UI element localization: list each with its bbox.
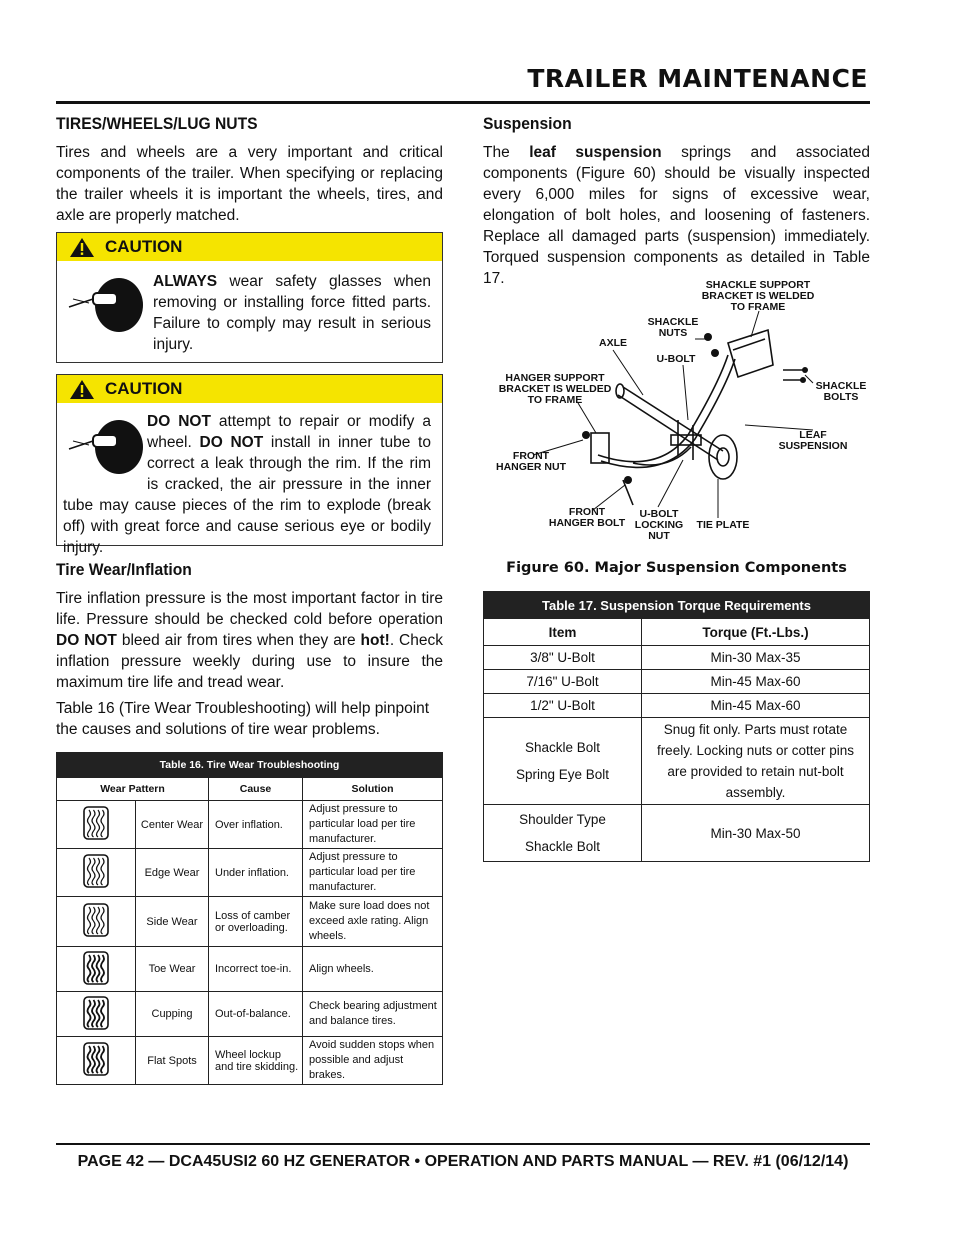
wear-cause: Incorrect toe-in. [209, 947, 303, 992]
caution-box-1 [56, 232, 443, 363]
caution-text-2 [57, 411, 442, 558]
tire-pattern-cell [57, 1037, 136, 1085]
suspension-paragraph [483, 142, 870, 289]
wear-pattern-label: Center Wear [136, 801, 209, 849]
table17-torque: Min-45 Max-60 [642, 694, 870, 718]
tire-tread-icon [81, 805, 111, 841]
tire-tread-icon [81, 950, 111, 986]
tire-pattern-cell [57, 992, 136, 1037]
wear-pattern-label: Cupping [136, 992, 209, 1037]
tire-pattern-cell [57, 947, 136, 992]
tire-pattern-cell [57, 801, 136, 849]
caution-body-2b: install in inner tube to correct a leak through the rim. If the rim is cracked, the air pressure in the inner tube may cause pieces of the rim to explode (break off) with great force and cause serious eye or bodily injury. [63, 434, 431, 556]
wear-cause: Over inflation. [209, 801, 303, 849]
caution-box-2 [56, 374, 443, 556]
tire-wear-table [56, 752, 443, 1085]
tire-tread-icon [81, 1041, 111, 1077]
table17-item: 1/2" U-Bolt [484, 694, 642, 718]
tirewear-heading: Tire Wear/Inflation [56, 560, 192, 579]
table16-header-pattern: Wear Pattern [57, 778, 209, 801]
tirewear-paragraph-1 [56, 588, 443, 693]
table-row [484, 646, 870, 670]
table17-item-line1: Shackle Bolt [524, 740, 601, 755]
table-row [484, 805, 870, 862]
table-row [57, 849, 443, 897]
safety-glasses-icon [67, 275, 145, 333]
caution-body-2a: attempt to repair or modify a wheel. [147, 413, 432, 451]
table-row [57, 801, 443, 849]
table-row [484, 694, 870, 718]
table17-torque: Min-45 Max-60 [642, 670, 870, 694]
wear-pattern-label: Toe Wear [136, 947, 209, 992]
tirewear-p1-e: . Check inflation pressure weekly during use to insure the maximum tire life and tread wear. [56, 632, 443, 691]
torque-table [483, 591, 870, 862]
tires-heading: TIRES/WHEELS/LUG NUTS [56, 114, 258, 133]
page-footer: PAGE 42 — DCA45USI2 60 HZ GENERATOR • OPERATION AND PARTS MANUAL — REV. #1 (06/12/14) [77, 1153, 849, 1170]
table-row [57, 992, 443, 1037]
tire-pattern-cell [57, 849, 136, 897]
table17-item-line2: Spring Eye Bolt [515, 767, 610, 782]
suspension-p-c: springs and associated components (Figure 60) should be visually inspected every 6,000 miles for signs of excessive wear, elongation of bolt holes, and loosening of fasteners. Replace all damaged parts (suspension) immediately. Torqued suspension components as detailed in Table 17. [483, 144, 870, 287]
wear-solution: Align wheels. [303, 947, 443, 992]
label-front-hanger-nut: FRONT HANGER NUT [496, 450, 566, 473]
table-row [57, 947, 443, 992]
caution-label-1: CAUTION [105, 237, 183, 256]
tirewear-p1-a: Tire inflation pressure is the most important factor in tire life. Pressure should be checked cold before operation [56, 590, 443, 628]
wear-solution: Adjust pressure to particular load per tire manufacturer. [303, 801, 443, 849]
label-tie-plate: TIE PLATE [696, 519, 750, 531]
table17-header-torque: Torque (Ft.-Lbs.) [642, 619, 870, 646]
suspension-p-b: leaf suspension [529, 144, 662, 161]
label-shackle-nuts: SHACKLE NUTS [647, 316, 699, 339]
wear-solution: Make sure load does not exceed axle rating. Align wheels. [303, 897, 443, 947]
label-shackle-support: SHACKLE SUPPORT BRACKET IS WELDED TO FRAME [701, 279, 815, 313]
label-ubolt: U-BOLT [656, 353, 696, 365]
table17-torque: Min-30 Max-50 [642, 805, 870, 862]
label-front-hanger-bolt: FRONT HANGER BOLT [548, 506, 626, 529]
table17-header-item: Item [484, 619, 642, 646]
wear-pattern-label: Flat Spots [136, 1037, 209, 1085]
caution-emph-1: ALWAYS [153, 273, 218, 290]
tirewear-p1-b: DO NOT [56, 632, 117, 649]
caution-emph-2b: DO NOT [199, 434, 264, 451]
table17-item: 7/16" U-Bolt [484, 670, 642, 694]
wear-cause: Wheel lockup and tire skidding. [209, 1037, 303, 1085]
table16-header-cause: Cause [209, 778, 303, 801]
tire-pattern-cell [57, 897, 136, 947]
label-ubolt-locking-nut: U-BOLT LOCKING NUT [634, 508, 684, 542]
table17-item-line1: Shoulder Type [519, 812, 606, 827]
header-rule [56, 101, 870, 104]
label-axle: AXLE [598, 337, 627, 349]
tires-paragraph: Tires and wheels are a very important and critical components of the trailer. When specifying or replacing the trailer wheels it is important the wheels, tires, and axle are properly matched. [56, 144, 443, 224]
wear-solution: Avoid sudden stops when possible and adjust brakes. [303, 1037, 443, 1085]
tire-tread-icon [81, 995, 111, 1031]
table16-header-solution: Solution [303, 778, 443, 801]
warning-triangle-icon [69, 379, 95, 400]
wear-cause: Under inflation. [209, 849, 303, 897]
table17-item-multi [484, 805, 642, 862]
tire-tread-icon [81, 902, 111, 938]
figure60-caption: Figure 60. Major Suspension Components [506, 560, 847, 576]
caution-label-2: CAUTION [105, 379, 183, 398]
table-row [57, 897, 443, 947]
label-shackle-bolts: SHACKLE BOLTS [815, 380, 867, 403]
tirewear-paragraph-2: Table 16 (Tire Wear Troubleshooting) will help pinpoint the causes and solutions of tire wear problems. [56, 700, 430, 738]
label-hanger-support: HANGER SUPPORT BRACKET IS WELDED TO FRAME [498, 372, 612, 406]
caution-emph-2a: DO NOT [147, 413, 211, 430]
tirewear-p1-c: bleed air from tires when they are [116, 632, 361, 649]
table17-torque: Min-30 Max-35 [642, 646, 870, 670]
footer-rule [56, 1143, 870, 1145]
wear-cause: Loss of camber or overloading. [209, 897, 303, 947]
tirewear-p1-d: hot! [360, 632, 390, 649]
page-title: TRAILER MAINTENANCE [527, 64, 868, 93]
caution-header-1 [57, 233, 442, 261]
wear-pattern-label: Edge Wear [136, 849, 209, 897]
table-row [484, 718, 870, 805]
suspension-p-a: The [483, 144, 530, 161]
table-row [57, 1037, 443, 1085]
table17-caption: Table 17. Suspension Torque Requirements [484, 592, 870, 619]
wear-cause: Out-of-balance. [209, 992, 303, 1037]
label-leaf-suspension: LEAF SUSPENSION [778, 429, 848, 452]
suspension-diagram [483, 275, 870, 550]
caution-header-2 [57, 375, 442, 403]
table16-caption: Table 16. Tire Wear Troubleshooting [57, 753, 443, 778]
wear-solution: Check bearing adjustment and balance tires. [303, 992, 443, 1037]
wear-pattern-label: Side Wear [136, 897, 209, 947]
table17-torque: Snug fit only. Parts must rotate freely. Locking nuts or cotter pins are provided to retain nut-bolt assembly. [642, 718, 870, 805]
table-row [484, 670, 870, 694]
caution-text-1 [153, 271, 431, 355]
wear-solution: Adjust pressure to particular load per tire manufacturer. [303, 849, 443, 897]
tire-tread-icon [81, 853, 111, 889]
caution-body-1: wear safety glasses when removing or installing force fitted parts. Failure to comply may result in serious injury. [153, 273, 431, 353]
table17-item-multi [484, 718, 642, 805]
warning-triangle-icon [69, 237, 95, 258]
table17-item-line2: Shackle Bolt [524, 839, 601, 854]
table17-item: 3/8" U-Bolt [484, 646, 642, 670]
suspension-heading: Suspension [483, 114, 572, 133]
